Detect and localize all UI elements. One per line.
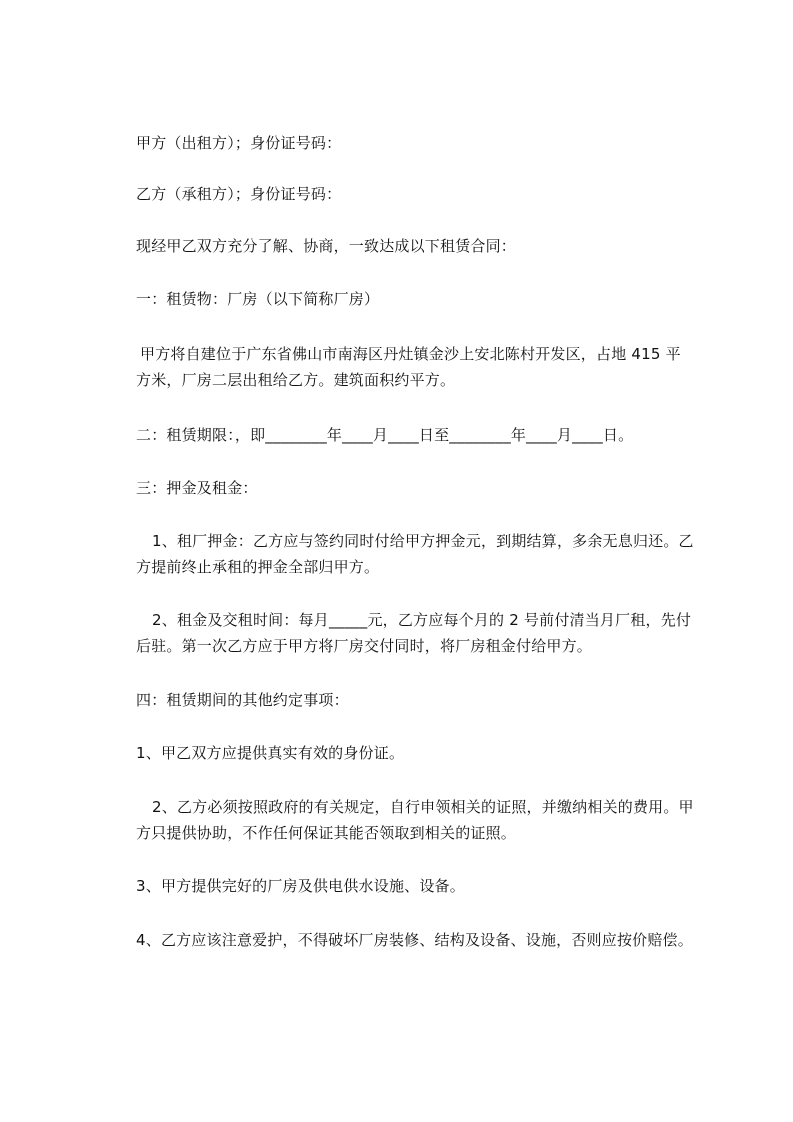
section-1-paragraph-line-1: 甲方将自建位于广东省佛山市南海区丹灶镇金沙上安北陈村开发区，占地 415 平 [140,345,681,363]
agreement-intro: 现经甲乙双方充分了解、协商，一致达成以下租赁合同： [136,237,517,255]
rent-clause-line-1: 2、租金及交租时间：每月_____元，乙方应每个月的 2 号前付清当月厂租，先付 [152,611,692,629]
term-4: 4、乙方应该注意爱护，不得破坏厂房装修、结构及设备、设施，否则应按价赔偿。 [136,931,693,949]
section-4-heading: 四：租赁期间的其他约定事项： [136,691,349,709]
term-1: 1、甲乙双方应提供真实有效的身份证。 [136,744,405,762]
term-3: 3、甲方提供完好的厂房及供电供水设施、设备。 [136,877,465,895]
term-2-line-2: 方只提供协助，不作任何保证其能否领取到相关的证照。 [136,824,517,842]
rent-clause-line-2: 后驻。第一次乙方应于甲方将厂房交付同时，将厂房租金付给甲方。 [136,637,593,655]
term-2-line-1: 2、乙方必须按照政府的有关规定，自行申领相关的证照，并缴纳相关的费用。甲 [152,798,694,816]
section-3-heading: 三：押金及租金： [136,479,258,497]
deposit-clause-line-1: 1、租厂押金：乙方应与签约同时付给甲方押金元，到期结算，多余无息归还。乙 [152,532,694,550]
party-b-line: 乙方（承租方）；身份证号码： [136,185,342,203]
section-1-heading: 一：租赁物：厂房（以下简称厂房） [136,290,380,308]
deposit-clause-line-2: 方提前终止承租的押金全部归甲方。 [136,558,380,576]
party-a-line: 甲方（出租方）；身份证号码： [136,134,342,152]
section-1-paragraph-line-2: 方米，厂房二层出租给乙方。建筑面积约平方。 [136,371,456,389]
section-2-lease-term: 二：租赁期限：，即________年____月____日至________年____月____日。 [136,426,634,444]
